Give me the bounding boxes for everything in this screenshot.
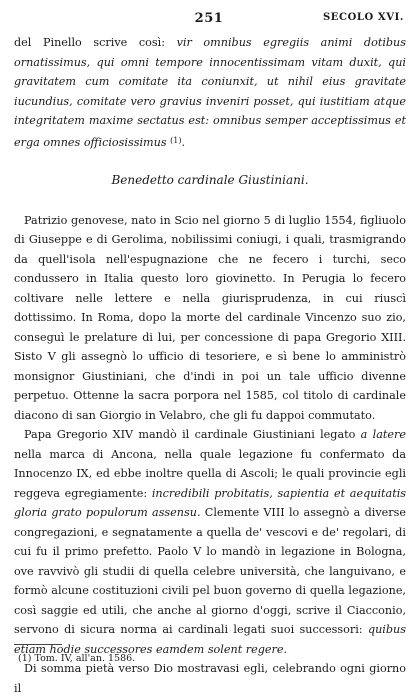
page-number: 251 bbox=[194, 11, 224, 26]
footnote: (1) Tom. IV, all'an. 1586. bbox=[18, 653, 136, 664]
intro-text: del Pinello scrive così: bbox=[14, 36, 177, 49]
intro-paragraph bbox=[14, 33, 406, 152]
footnote-rule bbox=[14, 644, 62, 645]
running-head: SECOLO XVI. bbox=[322, 12, 404, 23]
footnote-reference: (1) bbox=[170, 135, 182, 145]
p2-italic-2: incredibili probitatis, sapientia et aequitatis gloria grato populorum assensu. bbox=[14, 486, 407, 519]
p2-italic-3: quibus etiam hodie successores eamdem solent regere. bbox=[14, 623, 406, 656]
page-body bbox=[14, 33, 406, 698]
intro-latin-quote: vir omnibus egregiis animi dotibus ornatissimus, qui omni tempore innocentissimam vitam duxit, qui gravitatem cum comitate ita coniunxit, ut nihil eius gravitate iucundius, comitate vero gravius inveniri posset, qui iustitiam atque integritatem maxime sectatus est: omnibus semper acceptissimus et erga omnes officiosissimus bbox=[14, 36, 407, 149]
section-heading: Benedetto cardinale Giustiniani. bbox=[111, 173, 309, 187]
paragraph-1: Patrizio genovese, nato in Scio nel giorno 5 di luglio 1554, figliuolo di Giuseppe e di Gerolima, nobilissimi coniugi, i quali, trasmigrando da quell'isola nell'espugnazione che ne fecero i turchi, seco condussero in Italia questo loro giovinetto. In Perugia lo fecero coltivare nelle lettere e nella giurisprudenza, in cui riuscì dottissimo. In Roma, dopo la morte del cardinale Vincenzo suo zio, conseguì le prelature di lui, per concessione di papa Gregorio XIII. Sisto V gli assegnò lo ufficio di tesoriere, e sì bene lo amministrò monsignor Giustiniani, che d'indi in poi un tale ufficio divenne perpetuo. Ottenne la sacra porpora nel 1585, col titolo di cardinale diacono di san Giorgio in Velabro, che gli fu dappoi commutato. bbox=[14, 213, 406, 422]
page-header bbox=[0, 11, 418, 27]
paragraph-3: Di somma pietà verso Dio mostravasi egli, celebrando ogni giorno il bbox=[14, 662, 406, 695]
p2-text-3: Clemente VIII lo assegnò a diverse congregazioni, e segnatamente a quella de' vescovi e de' regolari, di cui fu il primo prefetto. Paolo V lo mandò in legazione in Bologna, ove ravvivò gli studii di quella celebre università, che languivano, e formò alcune costituzioni civili pel buon governo di quella legazione, così saggie ed utili, che anche al giorno d'oggi, scrive il Ciacconio, servono di sicura norma ai cardinali legati suoi successori: bbox=[14, 506, 406, 636]
p2-italic-1: a latere bbox=[360, 428, 406, 441]
p2-text-1: Papa Gregorio XIV mandò il cardinale Giustiniani legato bbox=[24, 428, 361, 441]
p2-text-2: nella marca di Ancona, nella quale legazione fu confermato da Innocenzo IX, ed ebbe inoltre quella di Ascoli; le quali provincie egli reggeva egregiamente: bbox=[14, 447, 406, 500]
intro-end: . bbox=[181, 135, 186, 149]
paragraph-2 bbox=[14, 425, 406, 659]
